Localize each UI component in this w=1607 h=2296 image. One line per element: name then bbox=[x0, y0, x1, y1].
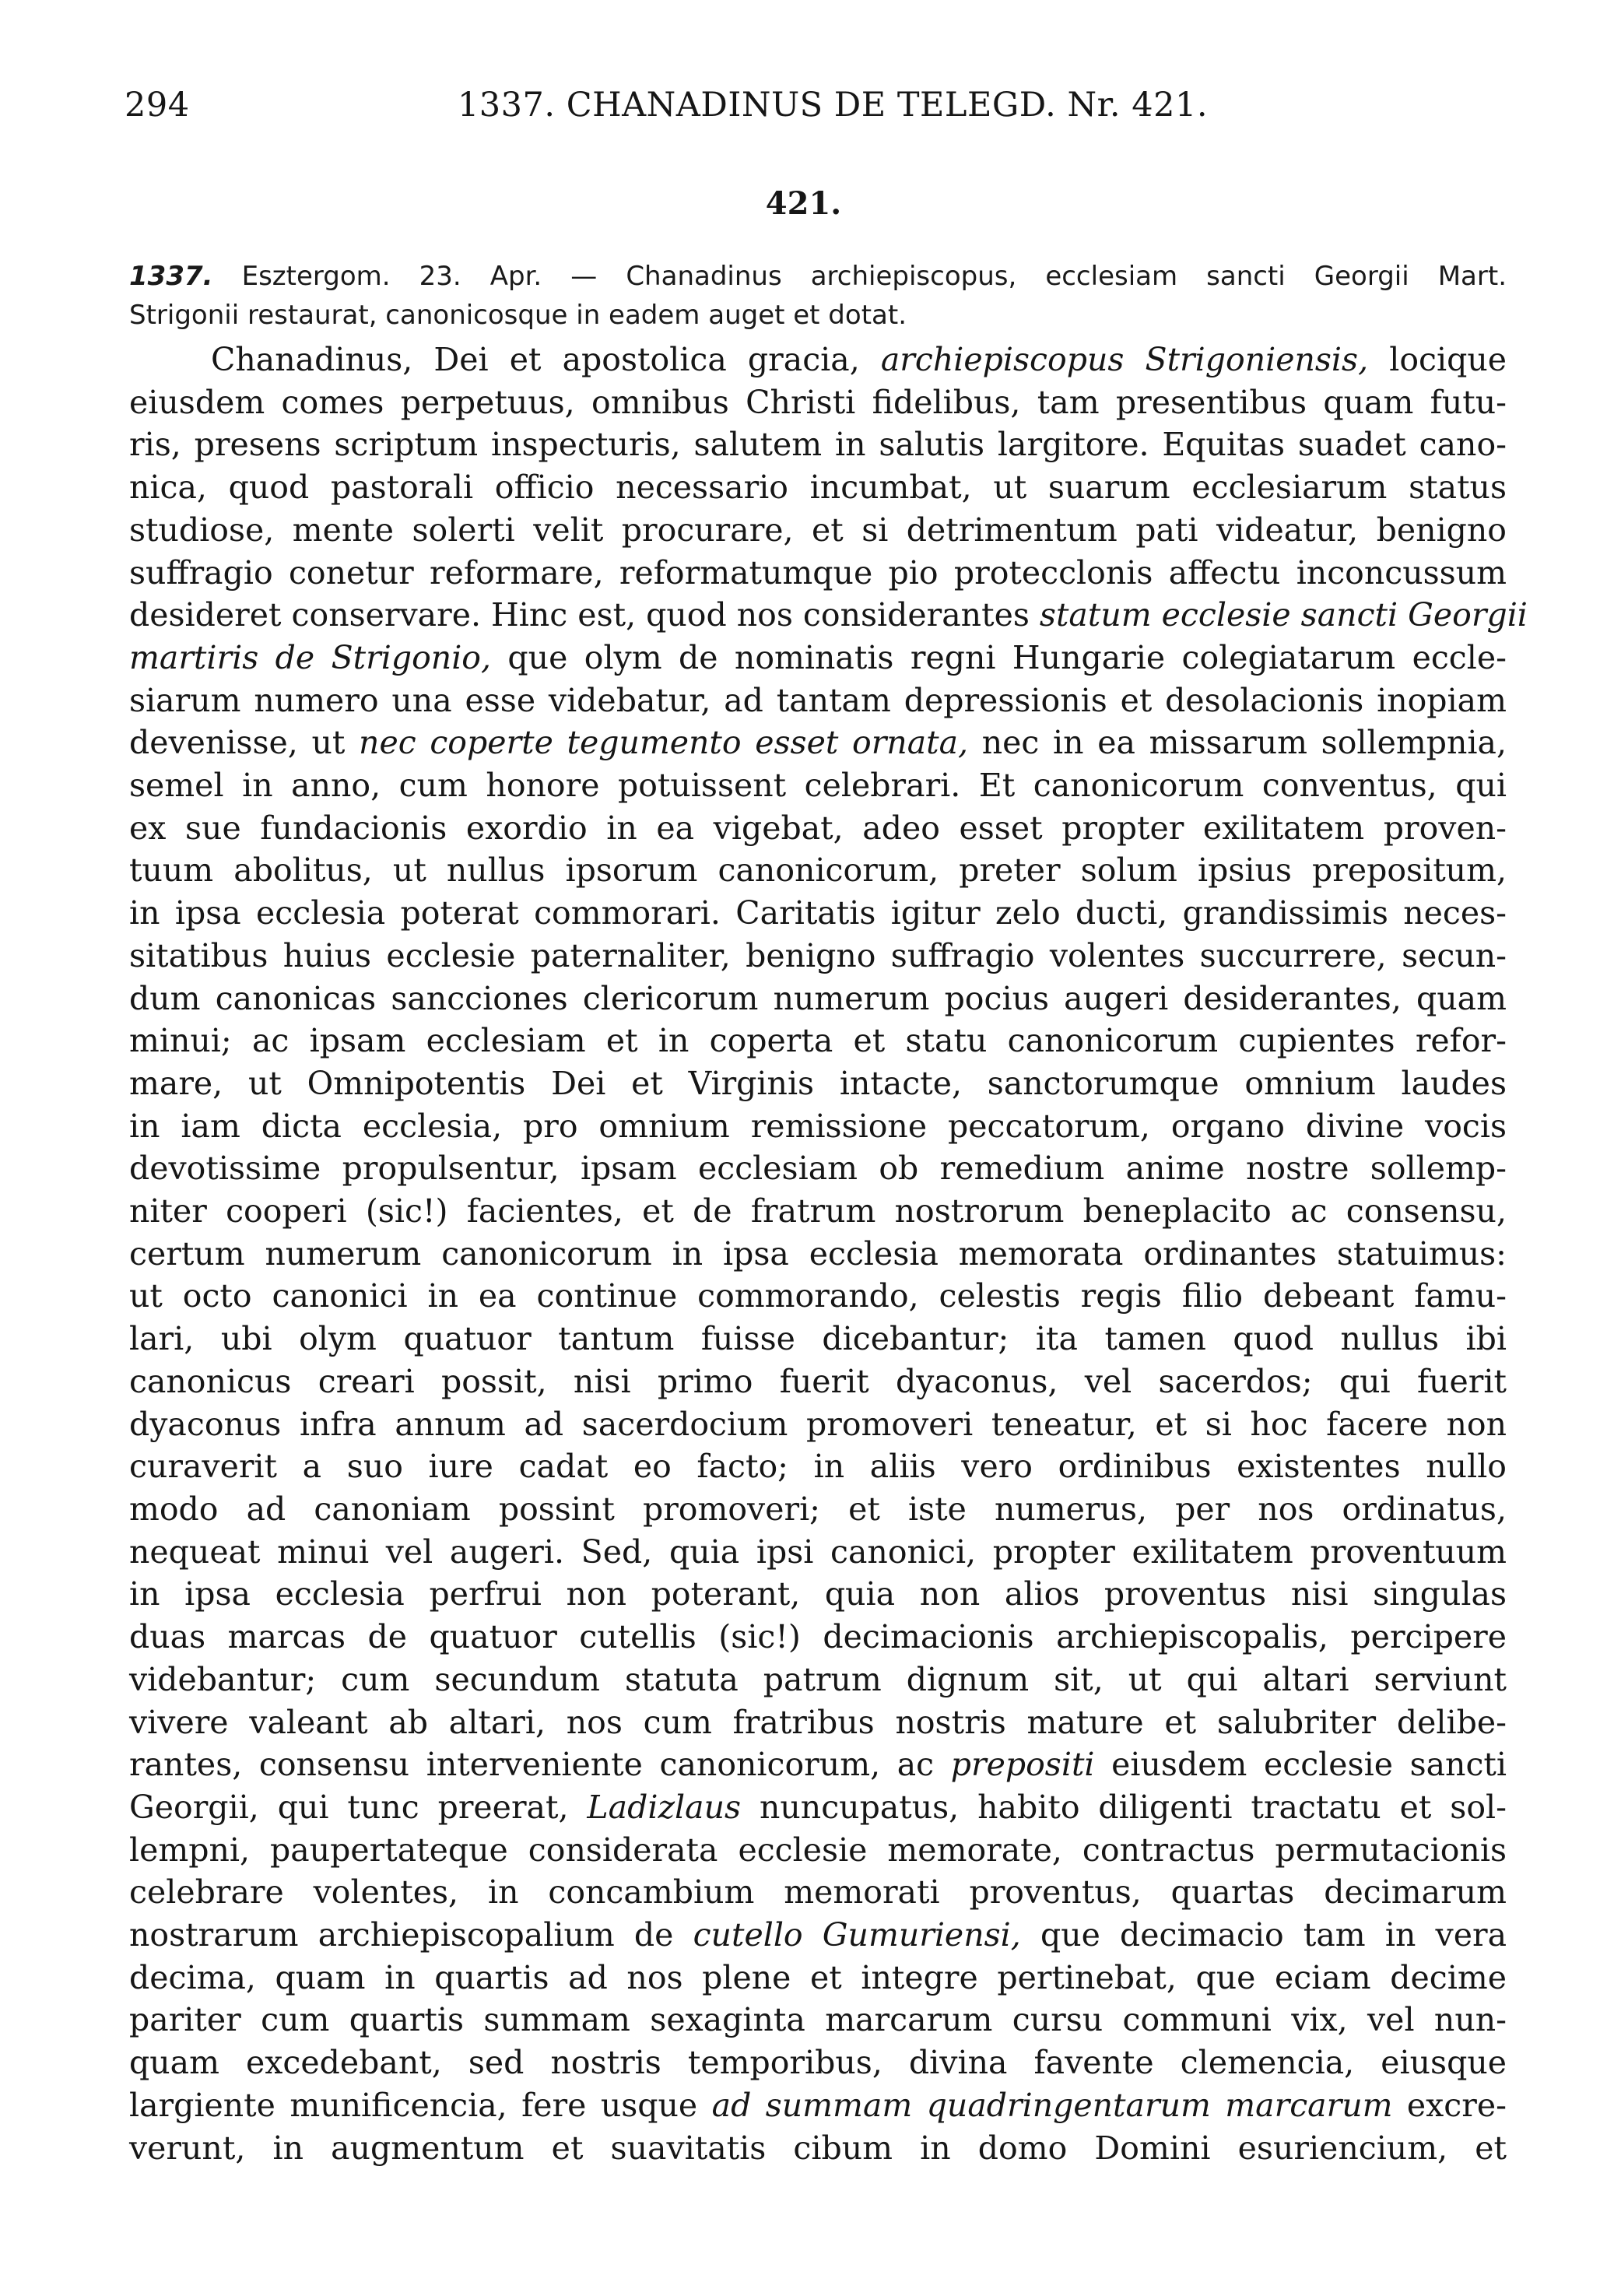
text-line bbox=[129, 1743, 1507, 1786]
text-line: ris, presens scriptum inspecturis, salutem in salutis largitore. Equitas suadet cano- bbox=[129, 426, 1507, 464]
text-line: suffragio conetur reformare, reformatumque pio protecclonis affectu inconcussum bbox=[129, 553, 1507, 592]
text-line: studiose, mente solerti velit procurare, et si detrimentum pati videatur, benigno bbox=[129, 511, 1507, 549]
text-line: eiusdem comes perpetuus, omnibus Christi fidelibus, tam presentibus quam futu- bbox=[129, 383, 1507, 421]
text-line: dyaconus infra annum ad sacerdocium promoveri teneatur, et si hoc facere non bbox=[129, 1405, 1507, 1443]
text-line: ex sue fundacionis exordio in ea vigebat, adeo esset propter exilitatem proven- bbox=[129, 809, 1507, 847]
text-line: siarum numero una esse videbatur, ad tantam depressionis et desolacionis inopiam bbox=[129, 681, 1507, 719]
text-line: pariter cum quartis summam sexaginta marcarum cursu communi vix, vel nun- bbox=[129, 2001, 1507, 2039]
text-span: rantes, consensu interveniente canonicorum, ac bbox=[129, 1746, 951, 1784]
text-line: mare, ut Omnipotentis Dei et Virginis intacte, sanctorumque omnium laudes bbox=[129, 1064, 1507, 1102]
text-line bbox=[129, 339, 1507, 381]
italic-span: statum ecclesie sancti Georgii bbox=[1039, 596, 1528, 634]
text-line bbox=[129, 637, 1507, 679]
text-line: certum numerum canonicorum in ipsa ecclesia memorata ordinantes statuimus: bbox=[129, 1234, 1507, 1273]
text-line: in ipsa ecclesia poterat commorari. Caritatis igitur zelo ducti, grandissimis neces- bbox=[129, 894, 1507, 932]
document-number: 421. bbox=[765, 185, 842, 222]
regest bbox=[129, 257, 1507, 335]
charter-text bbox=[129, 339, 1528, 2169]
text-line: in iam dicta ecclesia, pro omnium remissione peccatorum, organo divine vocis bbox=[129, 1107, 1507, 1145]
text-line: niter cooperi (sic!) facientes, et de fratrum nostrorum beneplacito ac consensu, bbox=[129, 1192, 1507, 1231]
text-line: canonicus creari possit, nisi primo fuerit dyaconus, vel sacerdos; qui fuerit bbox=[129, 1362, 1507, 1400]
text-line bbox=[129, 1914, 1507, 1957]
text-span: devenisse, ut bbox=[129, 724, 360, 762]
text-span: largiente munificencia, fere usque bbox=[129, 2086, 712, 2124]
italic-span: martiris de Strigonio, bbox=[129, 638, 492, 676]
text-line: modo ad canoniam possint promoveri; et iste numerus, per nos ordinatus, bbox=[129, 1490, 1507, 1528]
regest-line bbox=[129, 257, 1507, 296]
page-number: 294 bbox=[125, 86, 190, 125]
text-line: tuum abolitus, ut nullus ipsorum canonicorum, preter solum ipsius prepositum, bbox=[129, 851, 1507, 890]
text-line: vivere valeant ab altari, nos cum fratribus nostris mature et salubriter delibe- bbox=[129, 1703, 1507, 1741]
text-span: Chanadinus, Dei et apostolica gracia, bbox=[211, 341, 881, 378]
text-line bbox=[129, 1786, 1507, 1829]
text-line bbox=[129, 2084, 1507, 2127]
regest-year: 1337. bbox=[129, 261, 213, 292]
text-line: lari, ubi olym quatuor tantum fuisse dicebantur; ita tamen quod nullus ibi bbox=[129, 1320, 1507, 1358]
text-span: nostrarum archiepiscopalium de bbox=[129, 1916, 693, 1954]
italic-span: ad summam quadringentarum marcarum bbox=[711, 2086, 1393, 2124]
text-line: celebrare volentes, in concambium memorati proventus, quartas decimarum bbox=[129, 1873, 1507, 1912]
text-span: desideret conservare. Hinc est, quod nos considerantes bbox=[129, 596, 1040, 634]
italic-span: Ladizlaus bbox=[587, 1788, 742, 1826]
running-title: 1337. CHANADINUS DE TELEGD. Nr. 421. bbox=[457, 86, 1209, 125]
running-header bbox=[125, 86, 1510, 132]
text-line: lempni, paupertateque considerata ecclesie memorate, contractus permutacionis bbox=[129, 1831, 1507, 1869]
text-span: Georgii, qui tunc preerat, bbox=[129, 1788, 588, 1826]
text-line: videbantur; cum secundum statuta patrum dignum sit, ut qui altari serviunt bbox=[129, 1660, 1507, 1698]
text-line: semel in anno, cum honore potuissent celebrari. Et canonicorum conventus, qui bbox=[129, 767, 1507, 805]
text-line: nica, quod pastorali officio necessario incumbat, ut suarum ecclesiarum status bbox=[129, 469, 1507, 507]
italic-span: archiepiscopus Strigoniensis, bbox=[880, 341, 1369, 378]
italic-span: nec coperte tegumento esset ornata, bbox=[359, 724, 969, 762]
regest-line: Strigonii restaurat, canonicosque in eadem auget et dotat. bbox=[129, 300, 907, 331]
text-line bbox=[129, 721, 1507, 764]
text-line: sitatibus huius ecclesie paternaliter, benigno suffragio volentes succurrere, secun- bbox=[129, 936, 1507, 974]
text-span: que olym de nominatis regni Hungarie colegiatarum eccle- bbox=[491, 638, 1507, 676]
text-line: verunt, in augmentum et suavitatis cibum in domo Domini esuriencium, et bbox=[129, 2129, 1507, 2167]
text-span: nuncupatus, habito diligenti tractatu et sol- bbox=[741, 1788, 1507, 1826]
text-line: quam excedebant, sed nostris temporibus, divina favente clemencia, eiusque bbox=[129, 2044, 1507, 2082]
text-line: decima, quam in quartis ad nos plene et integre pertinebat, que eciam decime bbox=[129, 1958, 1507, 1996]
text-line: ut octo canonici in ea continue commorando, celestis regis filio debeant famu- bbox=[129, 1277, 1507, 1315]
italic-span: prepositi bbox=[950, 1746, 1095, 1784]
text-span: locique bbox=[1368, 341, 1507, 378]
text-line bbox=[129, 594, 1528, 637]
regest-text: Esztergom. 23. Apr. — Chanadinus archiepiscopus, ecclesiam sancti Georgii Mart. bbox=[212, 261, 1507, 292]
text-span: que decimacio tam in vera bbox=[1020, 1916, 1507, 1954]
text-span: nec in ea missarum sollempnia, bbox=[968, 724, 1507, 762]
text-span: excre- bbox=[1392, 2086, 1507, 2124]
italic-span: cutello Gumuriensi, bbox=[693, 1916, 1021, 1954]
text-span: eiusdem ecclesie sancti bbox=[1094, 1746, 1507, 1784]
text-line: duas marcas de quatuor cutellis (sic!) decimacionis archiepiscopalis, percipere bbox=[129, 1618, 1507, 1656]
text-line: in ipsa ecclesia perfrui non poterant, quia non alios proventus nisi singulas bbox=[129, 1575, 1507, 1613]
text-line: nequeat minui vel augeri. Sed, quia ipsi canonici, propter exilitatem proventuum bbox=[129, 1532, 1507, 1571]
text-line: curaverit a suo iure cadat eo facto; in aliis vero ordinibus existentes nullo bbox=[129, 1448, 1507, 1486]
text-line: devotissime propulsentur, ipsam ecclesiam ob remedium anime nostre sollemp- bbox=[129, 1150, 1507, 1188]
text-line: dum canonicas sancciones clericorum numerum pocius augeri desiderantes, quam bbox=[129, 979, 1507, 1017]
text-line: minui; ac ipsam ecclesiam et in coperta et statu canonicorum cupientes refor- bbox=[129, 1022, 1507, 1060]
